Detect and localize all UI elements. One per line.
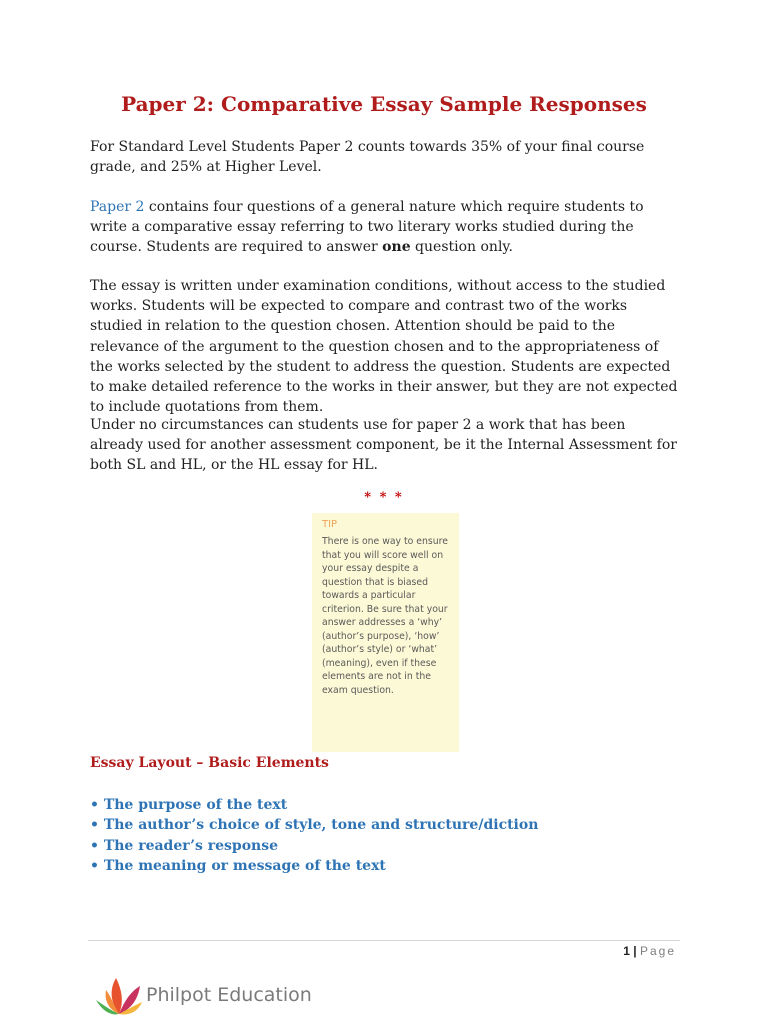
logo-text: Philpot Education xyxy=(146,984,312,1006)
tip-box xyxy=(312,513,459,752)
conditions-paragraph: The essay is written under examination conditions, without access to the studied works. Students will be expected to compare and contrast two of the works studied in relation to the question chosen. Attention should be paid to the relevance of the argument to the question chosen and to the appropriateness of the works selected by the student to address the question. Students are expected to make detailed reference to the works in their answer, but they are not expected to include quotations from them. xyxy=(90,278,678,416)
intro-paragraph: For Standard Level Students Paper 2 counts towards 35% of your final course grade, and 25% at Higher Level. xyxy=(90,139,645,176)
page-number xyxy=(623,944,676,958)
tip-body: There is one way to ensure that you will score well on your essay despite a question that is biased towards a particular criterion. Be sure that your answer addresses a ‘why’ (author’s purpose), ‘how’ (author’s style) or ‘what’ (meaning), even if these elements are not in the exam question. xyxy=(322,536,448,696)
list-item: • The meaning or message of the text xyxy=(90,858,386,875)
footer-divider xyxy=(88,940,680,941)
restriction-paragraph: Under no circumstances can students use for paper 2 a work that has been already used for another assessment component, be it the Internal Assessment for both SL and HL, or the HL essay for HL. xyxy=(90,417,677,474)
essay-elements-list xyxy=(90,795,538,877)
paper2-link[interactable]: Paper 2 xyxy=(90,199,145,215)
paper2-bold-word: one xyxy=(382,239,411,256)
list-item: • The purpose of the text xyxy=(90,797,288,813)
list-item: • The reader’s response xyxy=(90,837,279,854)
essay-layout-heading: Essay Layout – Basic Elements xyxy=(90,755,329,771)
page-title: Paper 2: Comparative Essay Sample Responses xyxy=(121,92,647,116)
paper2-text-a: contains four questions of a general nature which require students to write a comparative essay referring to two literary works studied during the course. Students are required to answer xyxy=(90,199,644,256)
paper2-paragraph xyxy=(90,197,682,258)
page-number-value: 1 xyxy=(623,944,630,958)
paper2-text-b: question only. xyxy=(410,239,513,256)
page-label: Page xyxy=(639,944,676,958)
page-number-separator: | xyxy=(633,944,637,958)
section-separator: * * * xyxy=(364,490,404,505)
list-item: • The author’s choice of style, tone and structure/diction xyxy=(90,817,539,834)
tip-label: TIP xyxy=(322,519,338,530)
philpot-logo xyxy=(94,970,354,1020)
leaf-logo-icon xyxy=(94,970,144,1020)
